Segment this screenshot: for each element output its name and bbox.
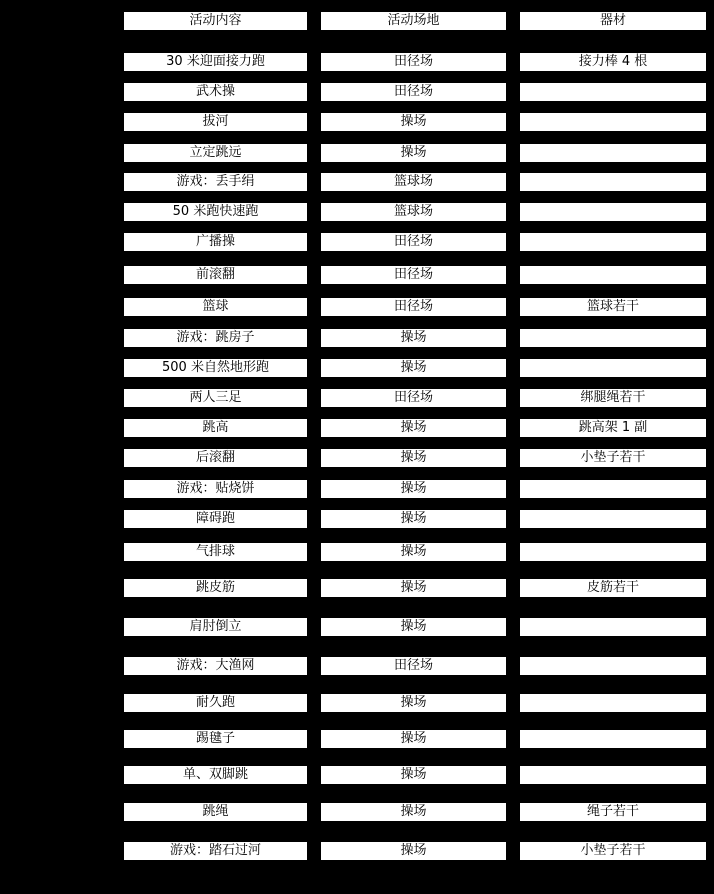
cell-activity-equipment: 皮筋若干: [519, 578, 707, 598]
cell-activity-venue: 操场: [320, 802, 507, 822]
cell-activity-venue: 田径场: [320, 388, 507, 408]
cell-activity-content: 后滚翻: [123, 448, 308, 468]
cell-activity-equipment: [519, 358, 707, 378]
cell-activity-content: 游戏：踏石过河: [123, 841, 308, 861]
cell-activity-equipment: [519, 509, 707, 529]
cell-activity-content: 立定跳远: [123, 143, 308, 163]
cell-activity-equipment: 小垫子若干: [519, 448, 707, 468]
cell-activity-venue: 操场: [320, 418, 507, 438]
cell-activity-venue: 操场: [320, 542, 507, 562]
cell-activity-venue: 操场: [320, 448, 507, 468]
cell-activity-content: 单、双脚跳: [123, 765, 308, 785]
cell-activity-venue: 操场: [320, 765, 507, 785]
cell-activity-equipment: [519, 202, 707, 222]
cell-activity-content: 广播操: [123, 232, 308, 252]
column-header-content: 活动内容: [123, 11, 308, 31]
cell-activity-venue: 操场: [320, 509, 507, 529]
cell-activity-equipment: [519, 265, 707, 285]
cell-activity-venue: 操场: [320, 143, 507, 163]
cell-activity-venue: 操场: [320, 729, 507, 749]
cell-activity-content: 游戏：贴烧饼: [123, 479, 308, 499]
cell-activity-venue: 操场: [320, 693, 507, 713]
cell-activity-equipment: 绑腿绳若干: [519, 388, 707, 408]
cell-activity-venue: 篮球场: [320, 202, 507, 222]
cell-activity-equipment: [519, 765, 707, 785]
cell-activity-content: 50 米跑快速跑: [123, 202, 308, 222]
cell-activity-equipment: 绳子若干: [519, 802, 707, 822]
cell-activity-equipment: [519, 656, 707, 676]
cell-activity-content: 拔河: [123, 112, 308, 132]
cell-activity-venue: 操场: [320, 617, 507, 637]
cell-activity-venue: 田径场: [320, 656, 507, 676]
cell-activity-equipment: [519, 617, 707, 637]
cell-activity-venue: 操场: [320, 328, 507, 348]
cell-activity-venue: 操场: [320, 841, 507, 861]
cell-activity-content: 游戏：跳房子: [123, 328, 308, 348]
cell-activity-content: 500 米自然地形跑: [123, 358, 308, 378]
cell-activity-equipment: 小垫子若干: [519, 841, 707, 861]
cell-activity-equipment: [519, 479, 707, 499]
cell-activity-equipment: 篮球若干: [519, 297, 707, 317]
cell-activity-content: 武术操: [123, 82, 308, 102]
cell-activity-venue: 操场: [320, 358, 507, 378]
cell-activity-equipment: [519, 172, 707, 192]
cell-activity-content: 跳绳: [123, 802, 308, 822]
cell-activity-content: 耐久跑: [123, 693, 308, 713]
cell-activity-content: 肩肘倒立: [123, 617, 308, 637]
cell-activity-content: 30 米迎面接力跑: [123, 52, 308, 72]
cell-activity-venue: 田径场: [320, 82, 507, 102]
cell-activity-equipment: 跳高架 1 副: [519, 418, 707, 438]
cell-activity-content: 踢毽子: [123, 729, 308, 749]
cell-activity-content: 篮球: [123, 297, 308, 317]
column-header-venue: 活动场地: [320, 11, 507, 31]
cell-activity-content: 游戏：丢手绢: [123, 172, 308, 192]
cell-activity-equipment: [519, 729, 707, 749]
cell-activity-venue: 操场: [320, 479, 507, 499]
cell-activity-venue: 操场: [320, 112, 507, 132]
cell-activity-venue: 田径场: [320, 52, 507, 72]
cell-activity-equipment: [519, 112, 707, 132]
cell-activity-content: 气排球: [123, 542, 308, 562]
cell-activity-equipment: [519, 542, 707, 562]
cell-activity-content: 两人三足: [123, 388, 308, 408]
cell-activity-equipment: [519, 232, 707, 252]
cell-activity-content: 障碍跑: [123, 509, 308, 529]
cell-activity-venue: 田径场: [320, 297, 507, 317]
cell-activity-venue: 操场: [320, 578, 507, 598]
cell-activity-venue: 田径场: [320, 232, 507, 252]
cell-activity-venue: 田径场: [320, 265, 507, 285]
cell-activity-equipment: [519, 82, 707, 102]
cell-activity-content: 跳高: [123, 418, 308, 438]
cell-activity-venue: 篮球场: [320, 172, 507, 192]
cell-activity-equipment: 接力棒 4 根: [519, 52, 707, 72]
cell-activity-content: 前滚翻: [123, 265, 308, 285]
cell-activity-content: 游戏：大渔网: [123, 656, 308, 676]
cell-activity-equipment: [519, 693, 707, 713]
cell-activity-content: 跳皮筋: [123, 578, 308, 598]
column-header-equipment: 器材: [519, 11, 707, 31]
cell-activity-equipment: [519, 328, 707, 348]
cell-activity-equipment: [519, 143, 707, 163]
